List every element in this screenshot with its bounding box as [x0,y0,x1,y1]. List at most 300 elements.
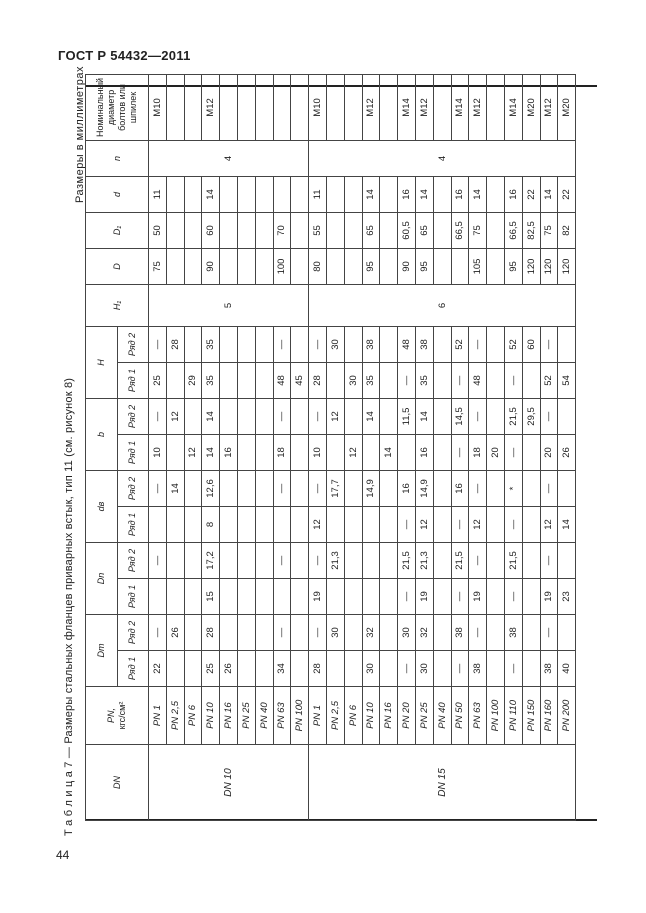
value-cell [326,579,344,615]
value-cell: — [451,506,469,542]
value-cell [380,651,398,687]
value-cell [344,74,362,140]
value-cell: — [309,615,327,651]
value-cell [380,362,398,398]
value-cell [273,176,291,212]
value-cell [166,434,184,470]
value-cell: — [309,398,327,434]
value-cell [326,651,344,687]
value-cell [291,326,309,362]
value-cell [184,398,202,434]
value-cell: 35 [362,362,380,398]
value-cell: 11 [309,176,327,212]
value-cell [380,615,398,651]
value-cell [522,542,540,578]
value-cell: 32 [362,615,380,651]
value-cell [255,542,273,578]
value-cell [487,74,505,140]
value-cell [237,74,255,140]
value-cell: — [469,326,487,362]
value-cell [184,326,202,362]
value-cell: 14,5 [451,398,469,434]
value-cell [380,248,398,284]
value-cell: 35 [202,326,220,362]
value-cell [237,542,255,578]
value-cell [273,579,291,615]
value-cell: 65 [415,212,433,248]
dn-cell: DN 10 [149,745,309,821]
value-cell [184,248,202,284]
value-cell [220,398,238,434]
value-cell: 12 [344,434,362,470]
value-cell: M20 [558,74,576,140]
value-cell [255,506,273,542]
value-cell [255,470,273,506]
pn-cell: PN 200 [558,687,576,745]
value-cell: 120 [522,248,540,284]
value-cell [237,248,255,284]
value-cell [237,615,255,651]
table-row [558,74,576,820]
value-cell: 21,3 [415,542,433,578]
value-cell [166,248,184,284]
col-dm: Dm [86,615,118,687]
value-cell [433,506,451,542]
value-cell [291,651,309,687]
subcol-row1: Ряд 1 [117,362,149,398]
subcol-row1: Ряд 1 [117,579,149,615]
value-cell: 60 [522,326,540,362]
dimensions-table-rotated [85,77,597,821]
value-cell [291,506,309,542]
table-body-dn15 [309,74,576,820]
value-cell [344,212,362,248]
value-cell: 22 [149,651,167,687]
value-cell: 17,7 [326,470,344,506]
value-cell: 29 [184,362,202,398]
value-cell [558,542,576,578]
value-cell [255,74,273,140]
table-row [237,74,255,820]
value-cell [487,615,505,651]
pn-cell: PN 100 [487,687,505,745]
subcol-row1: Ряд 1 [117,506,149,542]
value-cell: 82,5 [522,212,540,248]
value-cell: 65 [362,212,380,248]
value-cell [237,579,255,615]
value-cell: — [451,434,469,470]
value-cell [433,74,451,140]
value-cell [166,651,184,687]
value-cell: 30 [326,615,344,651]
dn-cell: DN 15 [309,745,576,821]
value-cell [326,212,344,248]
value-cell: 54 [558,362,576,398]
value-cell: 14 [558,506,576,542]
value-cell: 16 [451,470,469,506]
value-cell [220,176,238,212]
value-cell: 21,5 [398,542,416,578]
value-cell [237,362,255,398]
value-cell: — [504,506,522,542]
col-bolt: Номинальный диаметр болтов или шпилек [86,74,149,140]
dimensions-table [85,74,576,821]
table-row [309,74,327,820]
document-header: ГОСТ Р 54432—2011 [58,48,191,63]
value-cell: 70 [273,212,291,248]
value-cell: M12 [469,74,487,140]
value-cell [487,362,505,398]
table-row [326,74,344,820]
pn-cell: PN 40 [255,687,273,745]
col-h1: H₁ [86,284,149,326]
value-cell [237,506,255,542]
value-cell [237,434,255,470]
value-cell [380,212,398,248]
value-cell: 50 [149,212,167,248]
pn-cell: PN 50 [451,687,469,745]
value-cell: 14 [540,176,558,212]
pn-cell: PN 10 [362,687,380,745]
value-cell: — [451,579,469,615]
value-cell: 12 [326,398,344,434]
value-cell [220,542,238,578]
value-cell [487,651,505,687]
pn-cell: PN 20 [398,687,416,745]
value-cell [558,470,576,506]
value-cell: 26 [166,615,184,651]
pn-cell: PN 40 [433,687,451,745]
value-cell: M20 [522,74,540,140]
value-cell [291,176,309,212]
value-cell: — [398,579,416,615]
value-cell: M14 [451,74,469,140]
value-cell: 105 [469,248,487,284]
value-cell: 12 [309,506,327,542]
value-cell: M12 [415,74,433,140]
col-d1: D₁ [86,212,149,248]
pn-cell: PN 2,5 [166,687,184,745]
value-cell [237,398,255,434]
table-row [487,74,505,820]
value-cell [344,542,362,578]
value-cell: 20 [487,434,505,470]
value-cell [291,615,309,651]
value-cell [344,579,362,615]
value-cell [362,506,380,542]
value-cell [326,248,344,284]
page-number: 44 [56,848,70,862]
value-cell [451,248,469,284]
value-cell: — [273,542,291,578]
value-cell: 11 [149,176,167,212]
pn-cell: PN 6 [344,687,362,745]
value-cell: M10 [149,74,167,140]
value-cell: 22 [558,176,576,212]
value-cell: 12,6 [202,470,220,506]
value-cell [255,615,273,651]
value-cell [255,434,273,470]
value-cell [433,248,451,284]
value-cell [487,579,505,615]
value-cell [291,579,309,615]
value-cell [237,470,255,506]
value-cell [220,362,238,398]
value-cell [166,212,184,248]
value-cell: 38 [469,651,487,687]
value-cell [237,212,255,248]
value-cell: 38 [451,615,469,651]
value-cell [433,176,451,212]
value-cell [291,248,309,284]
value-cell [255,398,273,434]
value-cell: — [149,542,167,578]
value-cell: 14 [362,398,380,434]
value-cell: M10 [309,74,327,140]
subcol-row2: Ряд 2 [117,542,149,578]
value-cell [487,542,505,578]
value-cell: 38 [504,615,522,651]
value-cell: 14 [415,398,433,434]
pn-cell: PN 160 [540,687,558,745]
value-cell [291,212,309,248]
value-cell [184,651,202,687]
table-row [504,74,522,820]
value-cell [184,212,202,248]
value-cell: — [540,398,558,434]
value-cell: — [540,470,558,506]
value-cell [291,434,309,470]
value-cell: 26 [220,651,238,687]
pn-cell: PN 100 [291,687,309,745]
table-row [255,74,273,820]
value-cell [433,212,451,248]
value-cell [255,362,273,398]
value-cell: 25 [149,362,167,398]
pn-cell: PN 16 [380,687,398,745]
col-dn: DN [86,745,149,821]
value-cell: 48 [469,362,487,398]
value-cell: 90 [202,248,220,284]
value-cell [184,176,202,212]
value-cell: 55 [309,212,327,248]
value-cell: 16 [398,470,416,506]
value-cell: 11,5 [398,398,416,434]
value-cell: — [149,615,167,651]
value-cell [380,176,398,212]
value-cell: 16 [220,434,238,470]
col-n: n [86,140,149,176]
value-cell: 30 [398,615,416,651]
value-cell [433,470,451,506]
value-cell: * [504,470,522,506]
value-cell: 66,5 [451,212,469,248]
value-cell: 100 [273,248,291,284]
value-cell: — [309,542,327,578]
value-cell: — [469,542,487,578]
value-cell: 12 [469,506,487,542]
value-cell [166,506,184,542]
value-cell: 26 [558,434,576,470]
value-cell: 95 [362,248,380,284]
table-row [522,74,540,820]
value-cell [558,615,576,651]
value-cell: 19 [309,579,327,615]
value-cell: 21,3 [326,542,344,578]
pn-cell: PN 16 [220,687,238,745]
h1-cell: 5 [149,284,309,326]
value-cell: M12 [202,74,220,140]
value-cell [362,542,380,578]
value-cell [362,434,380,470]
value-cell [487,506,505,542]
value-cell: 18 [273,434,291,470]
value-cell [220,615,238,651]
value-cell [273,74,291,140]
value-cell: — [540,326,558,362]
value-cell [487,326,505,362]
value-cell [184,506,202,542]
value-cell [522,470,540,506]
table-row [540,74,558,820]
value-cell [522,579,540,615]
value-cell: 75 [149,248,167,284]
subcol-row2: Ряд 2 [117,398,149,434]
value-cell [255,579,273,615]
value-cell: 38 [415,326,433,362]
value-cell: 14 [202,176,220,212]
table-row [380,74,398,820]
table-row [166,74,184,820]
value-cell: 40 [558,651,576,687]
value-cell [184,542,202,578]
value-cell [237,651,255,687]
value-cell: — [540,542,558,578]
header-row-1 [86,74,118,820]
n-cell: 4 [309,140,576,176]
value-cell [522,506,540,542]
value-cell: 60,5 [398,212,416,248]
value-cell [184,615,202,651]
value-cell: 14 [380,434,398,470]
value-cell [433,651,451,687]
value-cell [220,74,238,140]
value-cell: 8 [202,506,220,542]
value-cell: 75 [540,212,558,248]
subcol-row2: Ряд 2 [117,470,149,506]
value-cell: 28 [166,326,184,362]
value-cell [166,176,184,212]
value-cell: 82 [558,212,576,248]
value-cell: M14 [504,74,522,140]
value-cell: 14 [166,470,184,506]
value-cell: 12 [184,434,202,470]
value-cell [380,326,398,362]
value-cell: 90 [398,248,416,284]
subcol-row1: Ряд 1 [117,651,149,687]
value-cell: 38 [362,326,380,362]
value-cell [166,74,184,140]
pn-cell: PN 150 [522,687,540,745]
value-cell: 14 [202,434,220,470]
value-cell: 34 [273,651,291,687]
value-cell [558,326,576,362]
value-cell [326,362,344,398]
value-cell [166,542,184,578]
value-cell: 28 [202,615,220,651]
value-cell [291,542,309,578]
value-cell [522,615,540,651]
value-cell: — [309,326,327,362]
value-cell [433,615,451,651]
subcol-row1: Ряд 1 [117,434,149,470]
value-cell [255,212,273,248]
value-cell: 120 [558,248,576,284]
value-cell [380,579,398,615]
value-cell [220,506,238,542]
value-cell [344,248,362,284]
value-cell: 52 [540,362,558,398]
pn-cell: PN 25 [237,687,255,745]
value-cell: 21,5 [504,398,522,434]
value-cell: — [504,651,522,687]
table-row [202,74,220,820]
value-cell: 12 [540,506,558,542]
table-row [415,74,433,820]
value-cell: 38 [540,651,558,687]
subcol-row2: Ряд 2 [117,615,149,651]
value-cell [344,506,362,542]
value-cell: 21,5 [451,542,469,578]
value-cell [326,434,344,470]
table-row [149,74,167,820]
table-row [184,74,202,820]
table-row [291,74,309,820]
value-cell: — [398,651,416,687]
value-cell: 14 [202,398,220,434]
value-cell: 30 [344,362,362,398]
value-cell: 32 [415,615,433,651]
value-cell: 22 [522,176,540,212]
value-cell [398,434,416,470]
table-row [273,74,291,820]
value-cell: — [149,326,167,362]
value-cell: 14,9 [415,470,433,506]
table-row [398,74,416,820]
value-cell: 21,5 [504,542,522,578]
value-cell: — [149,470,167,506]
value-cell [255,248,273,284]
value-cell: — [451,651,469,687]
pn-cell: PN 25 [415,687,433,745]
pn-cell: PN 63 [273,687,291,745]
col-b: b [86,398,118,470]
value-cell: 15 [202,579,220,615]
value-cell [291,398,309,434]
pn-cell: PN 63 [469,687,487,745]
value-cell: 60 [202,212,220,248]
value-cell: 28 [309,362,327,398]
value-cell: — [469,470,487,506]
value-cell: M12 [540,74,558,140]
value-cell: — [469,398,487,434]
n-cell: 4 [149,140,309,176]
value-cell [220,248,238,284]
value-cell [326,74,344,140]
value-cell: 19 [415,579,433,615]
col-dv: dв [86,470,118,542]
value-cell [255,176,273,212]
